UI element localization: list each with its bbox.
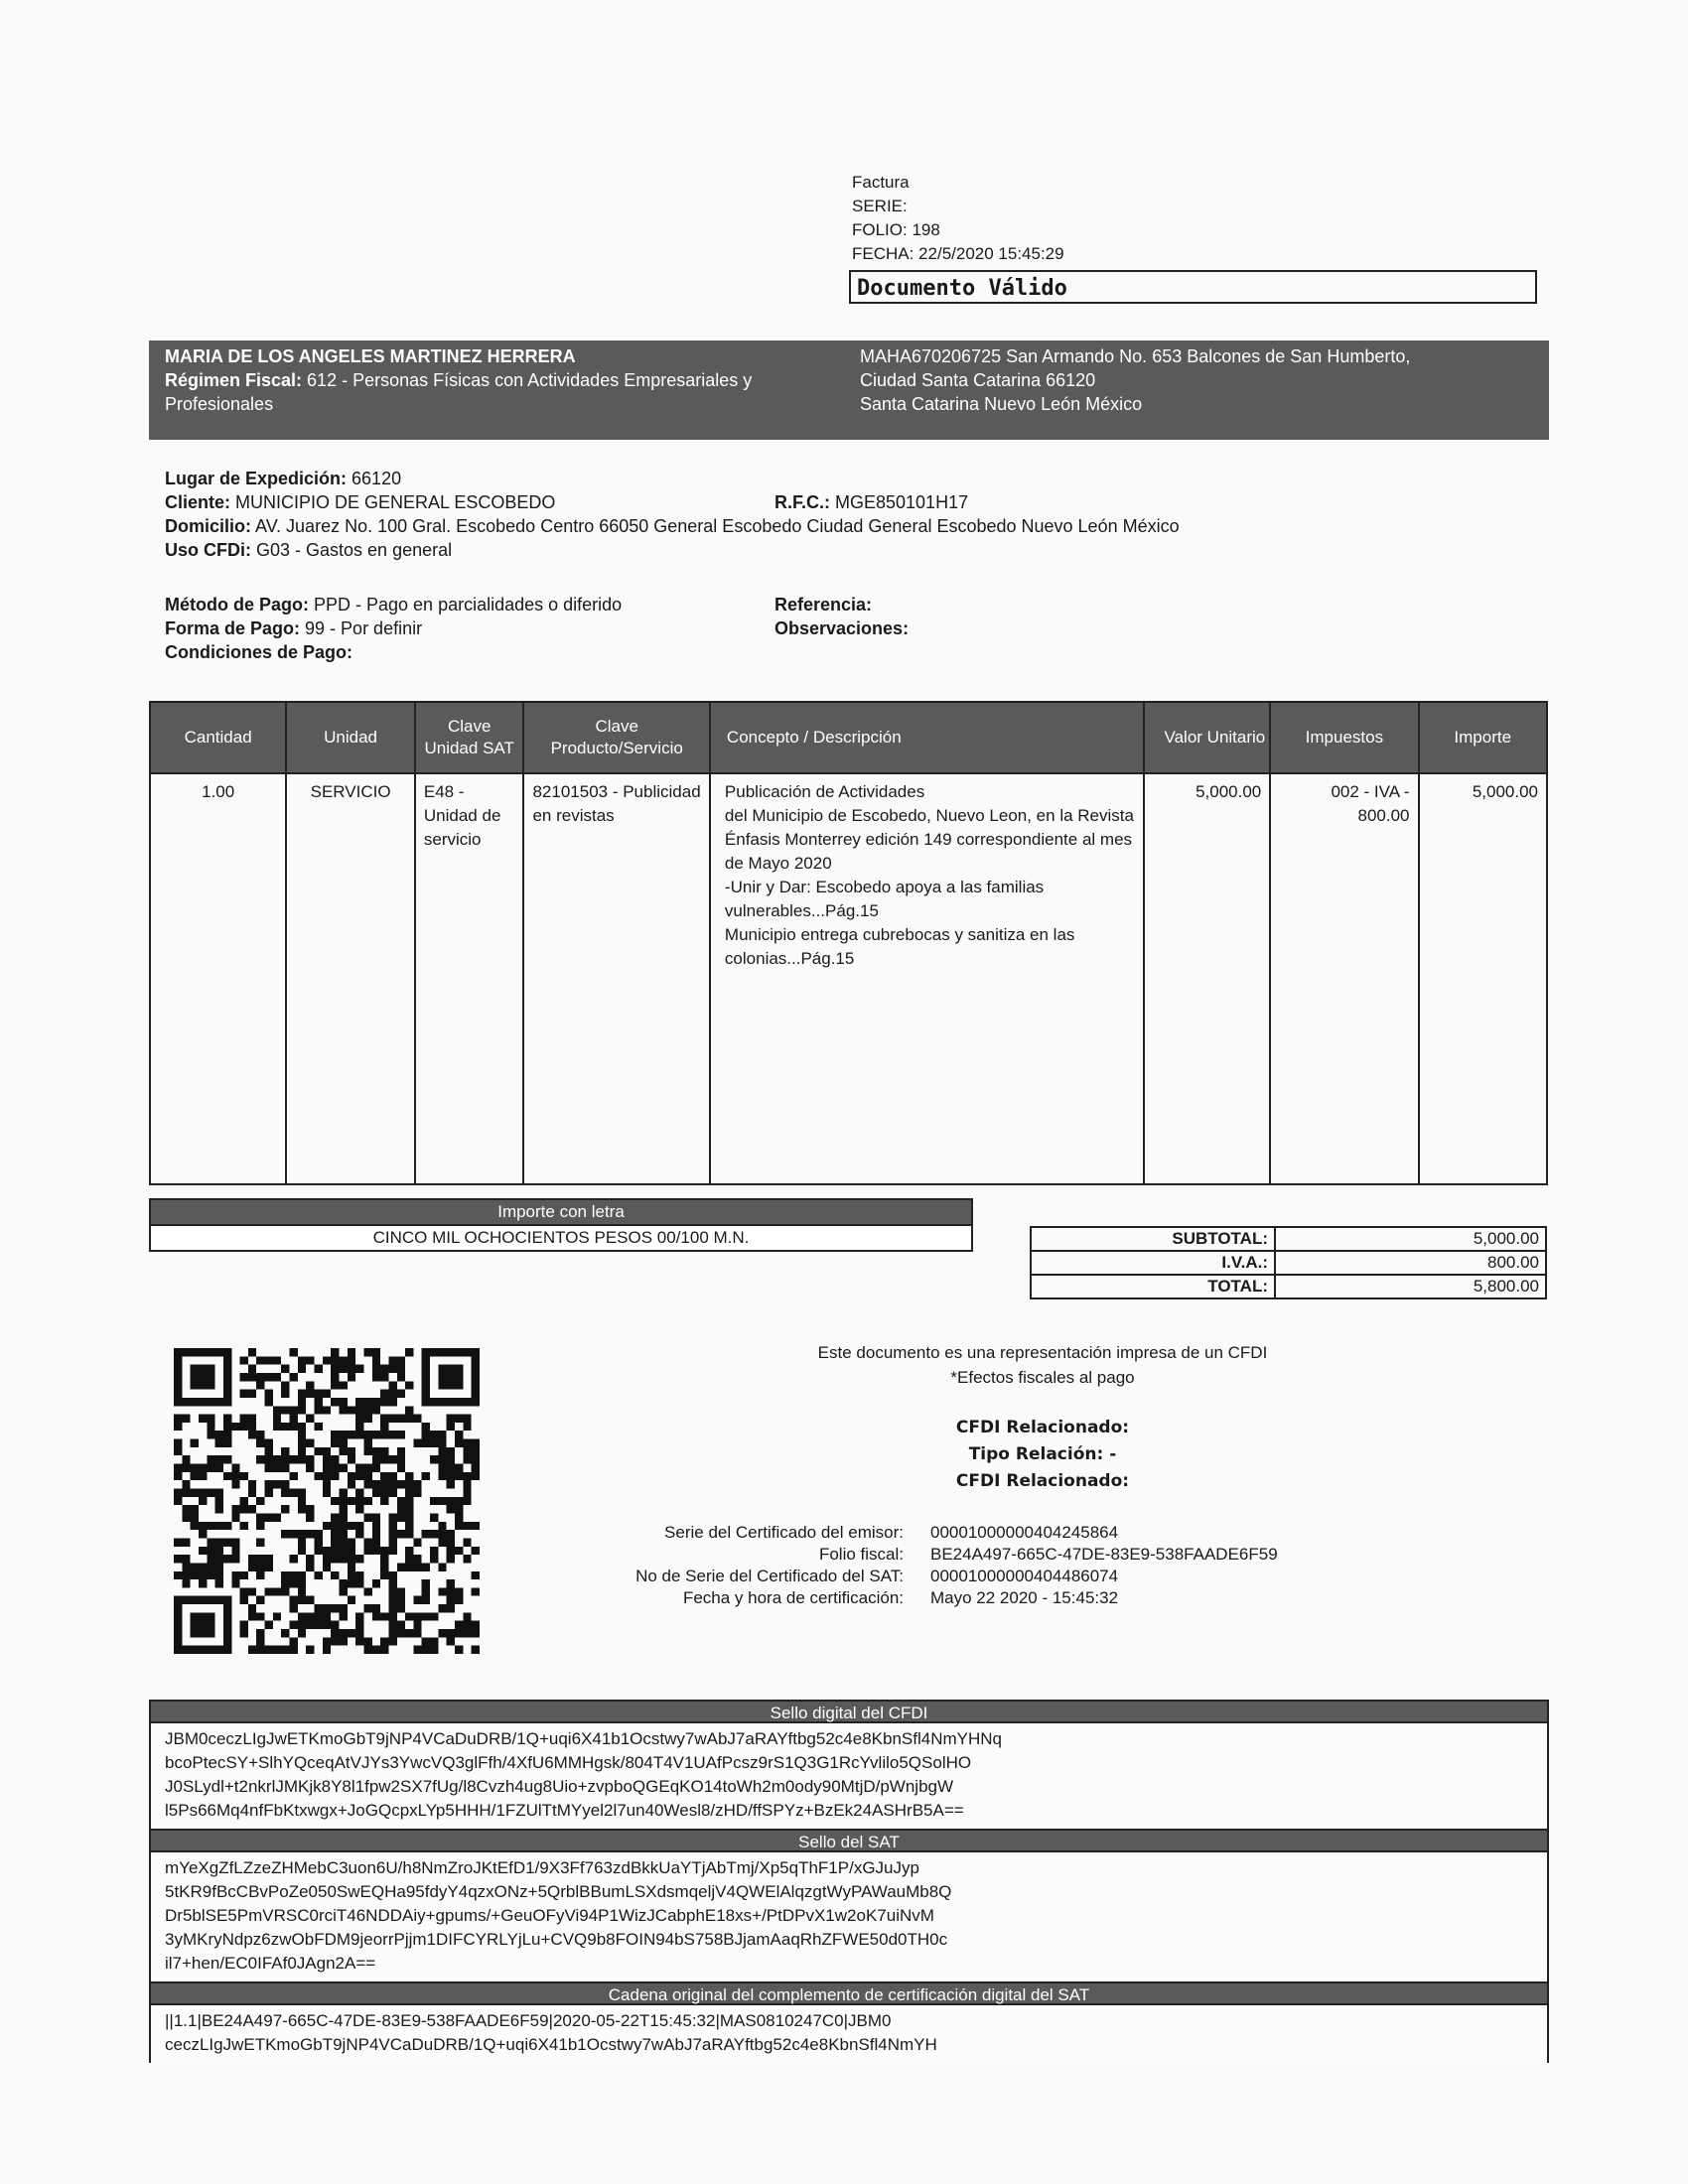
- rfc: [774, 490, 968, 514]
- cadena-line: ceczLIgJwETKmoGbT9jNP4VCaDuDRB/1Q+uqi6X41b1Ocstwy7wAbJ7aRAYftbg52c4e8KbnSfl4NmYH: [165, 2035, 937, 2054]
- rfc-value: MGE850101H17: [830, 492, 969, 512]
- condiciones-label: Condiciones de Pago:: [165, 642, 353, 662]
- iva-value: 800.00: [1275, 1251, 1546, 1275]
- reference-info: [774, 593, 909, 640]
- sello-sat-line: 5tKR9fBcCBvPoZe050SwEQHa95fdyY4qzxONz+5QrblBBumLSXdsmqeljV4QWElAlqzgtWyPAWauMb8Q: [165, 1882, 952, 1901]
- sello-cfdi-header: Sello digital del CFDI: [149, 1700, 1549, 1723]
- cell-valor-unitario: 5,000.00: [1144, 773, 1270, 1184]
- iva-row: [1031, 1251, 1546, 1275]
- col-clave-unidad: Clave Unidad SAT: [415, 702, 524, 773]
- sello-sat-line: mYeXgZfLZzeZHMebC3uon6U/h8NmZroJKtEfD1/9X3Ff763zdBkkUaYTjAbTmj/Xp5qThF1P/xGJuJyp: [165, 1858, 919, 1877]
- serie-emisor-value: 00001000000404245864: [930, 1523, 1119, 1542]
- domicilio-value: AV. Juarez No. 100 Gral. Escobedo Centro 66050 General Escobedo Ciudad General Escobedo Nuevo León México: [251, 516, 1180, 536]
- sello-sat-line: 3yMKryNdpz6zwObFDM9jeorrPjjm1DIFCYRLYjLu+CVQ9b8FOIN94bS758BJjamAaqRhZFWE50d0TH0c: [165, 1930, 948, 1949]
- cell-concepto: Publicación de Actividades del Municipio de Escobedo, Nuevo Leon, en la Revista Énfasis Monterrey edición 149 correspondiente al mes de Mayo 2020 -Unir y Dar: Escobedo apoya a las familias vulnerables...Pág.15 Municipio entrega cubrebocas y sanitiza en las colonias...Pág.15: [710, 773, 1144, 1184]
- issuer-name: MARIA DE LOS ANGELES MARTINEZ HERRERA: [165, 346, 576, 366]
- document-status: Documento Válido: [849, 270, 1537, 304]
- forma-value: 99 - Por definir: [300, 618, 423, 638]
- folio-fiscal-label: Folio fiscal:: [818, 1545, 904, 1564]
- rel-line-1: CFDI Relacionado:: [955, 1418, 1130, 1437]
- rel-line-3: CFDI Relacionado:: [955, 1471, 1130, 1491]
- regimen-cont: Profesionales: [165, 394, 274, 414]
- subtotal-value: 5,000.00: [1275, 1227, 1546, 1251]
- payment-info: [165, 593, 622, 664]
- certificate-info: [0, 1522, 1688, 1621]
- uso-value: G03 - Gastos en general: [251, 540, 453, 560]
- col-importe: Importe: [1419, 702, 1548, 773]
- cadena-line: ||1.1|BE24A497-665C-47DE-83E9-538FAADE6F59|2020-05-22T15:45:32|MAS0810247C0|JBM0: [165, 2011, 892, 2030]
- metodo-value: PPD - Pago en parcialidades o diferido: [309, 595, 623, 614]
- subtotal-row: [1031, 1227, 1546, 1251]
- sello-cfdi-body: [149, 1723, 1549, 1829]
- cfdi-related: [844, 1415, 1241, 1495]
- cell-clave-producto: 82101503 - Publicidad en revistas: [523, 773, 709, 1184]
- rfc-label: R.F.C.:: [774, 492, 830, 512]
- client-info: [165, 467, 1180, 562]
- issuer-address-2: Ciudad Santa Catarina 66120: [860, 370, 1096, 390]
- domicilio-label: Domicilio:: [165, 516, 252, 536]
- cell-impuestos: 002 - IVA - 800.00: [1270, 773, 1418, 1184]
- sello-sat-body: [149, 1852, 1549, 1981]
- sello-cfdi-line: bcoPtecSY+SlhYQceqAtVJYs3YwcVQ3glFfh/4XfU6MMHgsk/804T4V1UAfPcsz9rS1Q3G1RcYvlilo5QSolHO: [165, 1753, 972, 1772]
- serie-sat-label: No de Serie del Certificado del SAT:: [635, 1567, 904, 1585]
- cliente-value: MUNICIPIO DE GENERAL ESCOBEDO: [230, 492, 556, 512]
- cliente-label: Cliente:: [165, 492, 231, 512]
- serie-sat-value: 00001000000404486074: [930, 1567, 1119, 1585]
- serie: SERIE:: [852, 197, 908, 215]
- regimen-value: 612 - Personas Físicas con Actividades Empresariales y: [302, 370, 753, 390]
- fecha-cert-value: Mayo 22 2020 - 15:45:32: [930, 1588, 1119, 1607]
- sello-sat-header: Sello del SAT: [149, 1829, 1549, 1852]
- amount-words-value: CINCO MIL OCHOCIENTOS PESOS 00/100 M.N.: [149, 1224, 973, 1252]
- note-line-2: *Efectos fiscales al pago: [950, 1368, 1135, 1387]
- metodo-label: Método de Pago:: [165, 595, 309, 614]
- serie-emisor-label: Serie del Certificado del emisor:: [664, 1523, 904, 1542]
- doc-type: Factura: [852, 173, 910, 192]
- forma-label: Forma de Pago:: [165, 618, 301, 638]
- cell-unidad: SERVICIO: [286, 773, 415, 1184]
- cell-cantidad: 1.00: [150, 773, 286, 1184]
- fecha: FECHA: 22/5/2020 15:45:29: [852, 244, 1064, 263]
- lugar-value: 66120: [347, 469, 402, 488]
- cadena-body: [149, 2005, 1549, 2063]
- sello-sat-line: Dr5blSE5PmVRSC0rciT46NDDAiy+gpums/+GeuOFyVi94P1WizJCabphE18xs+/PtDPvX1w2oK7uiNvM: [165, 1906, 934, 1925]
- issuer-bar: [149, 341, 1549, 440]
- uso-label: Uso CFDi:: [165, 540, 251, 560]
- rel-line-2: Tipo Relación: -: [968, 1444, 1117, 1464]
- note-line-1: Este documento es una representación impresa de un CFDI: [817, 1343, 1268, 1362]
- col-valor-unitario: Valor Unitario: [1144, 702, 1270, 773]
- regimen-label: Régimen Fiscal:: [165, 370, 303, 390]
- cell-clave-unidad: E48 - Unidad de servicio: [415, 773, 524, 1184]
- sello-cfdi-line: l5Ps66Mq4nfFbKtxwgx+JoGQcpxLYp5HHH/1FZUlTtMYyel2l7un40Wesl8/zHD/ffSPYz+BzEk24ASHrB5A==: [165, 1801, 964, 1820]
- issuer-address-3: Santa Catarina Nuevo León México: [860, 394, 1143, 414]
- cell-importe: 5,000.00: [1419, 773, 1548, 1184]
- col-concepto: Concepto / Descripción: [710, 702, 1144, 773]
- table-row: [150, 773, 1547, 1184]
- fecha-cert-label: Fecha y hora de certificación:: [682, 1588, 904, 1607]
- col-impuestos: Impuestos: [1270, 702, 1418, 773]
- referencia-label: Referencia:: [774, 595, 873, 614]
- items-table: [149, 701, 1548, 1185]
- amount-in-words: [149, 1198, 973, 1252]
- invoice-header: [852, 171, 1064, 266]
- total-value: 5,800.00: [1275, 1275, 1546, 1298]
- folio: FOLIO: 198: [852, 220, 940, 239]
- iva-label: I.V.A.:: [1031, 1251, 1275, 1275]
- sello-sat-line: il7+hen/EC0IFAf0JAgn2A==: [165, 1954, 376, 1973]
- total-row: [1031, 1275, 1546, 1298]
- observaciones-label: Observaciones:: [774, 618, 910, 638]
- col-cantidad: Cantidad: [150, 702, 286, 773]
- totals-table: [1030, 1226, 1547, 1299]
- lugar-label: Lugar de Expedición:: [165, 469, 348, 488]
- sello-cfdi-line: JBM0ceczLIgJwETKmoGbT9jNP4VCaDuDRB/1Q+uqi6X41b1Ocstwy7wAbJ7aRAYftbg52c4e8KbnSfl4NmYHNq: [165, 1729, 1002, 1748]
- col-unidad: Unidad: [286, 702, 415, 773]
- subtotal-label: SUBTOTAL:: [1031, 1227, 1275, 1251]
- total-label: TOTAL:: [1031, 1275, 1275, 1298]
- sello-cfdi-line: J0SLydl+t2nkrlJMKjk8Y8l1fpw2SX7fUg/l8Cvzh4ug8Uio+zvpboQGEqKO14toWh2m0ody90MtjD/pWnjbgW: [165, 1777, 954, 1796]
- cadena-header: Cadena original del complemento de certificación digital del SAT: [149, 1981, 1549, 2005]
- amount-words-label: Importe con letra: [149, 1198, 973, 1224]
- issuer-address-1: MAHA670206725 San Armando No. 653 Balcones de San Humberto,: [860, 346, 1411, 366]
- cfdi-note: [745, 1340, 1340, 1390]
- col-clave-producto: Clave Producto/Servicio: [523, 702, 709, 773]
- items-header-row: [150, 702, 1547, 773]
- folio-fiscal-value: BE24A497-665C-47DE-83E9-538FAADE6F59: [930, 1545, 1278, 1564]
